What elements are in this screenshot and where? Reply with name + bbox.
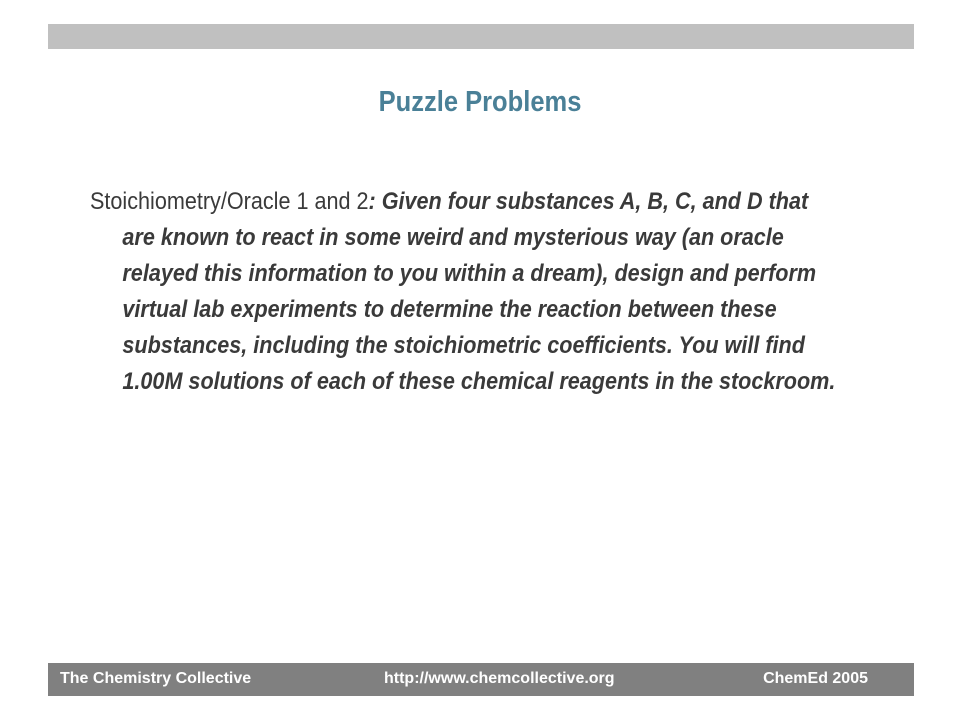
footer-event: ChemEd 2005 <box>763 670 868 687</box>
footer-bar <box>48 663 914 696</box>
body-description-text: : Given four substances A, B, C, and D that are known to react in some weird and mysterious way (an oracle relayed this information to you within a dream), design and perform virtual lab experiments to determine the reaction between these substances, including the stoichiometric coefficients. You will find 1.00M solutions of each of these chemical reagents in the stockroom. <box>122 188 836 395</box>
top-decorative-bar <box>48 24 914 49</box>
body-lead-text: Stoichiometry/Oracle 1 and 2 <box>90 188 369 215</box>
footer-url: http://www.chemcollective.org <box>384 670 615 687</box>
slide-title: Puzzle Problems <box>378 86 582 118</box>
footer-organization: The Chemistry Collective <box>60 670 252 687</box>
slide-body-paragraph <box>90 184 842 400</box>
